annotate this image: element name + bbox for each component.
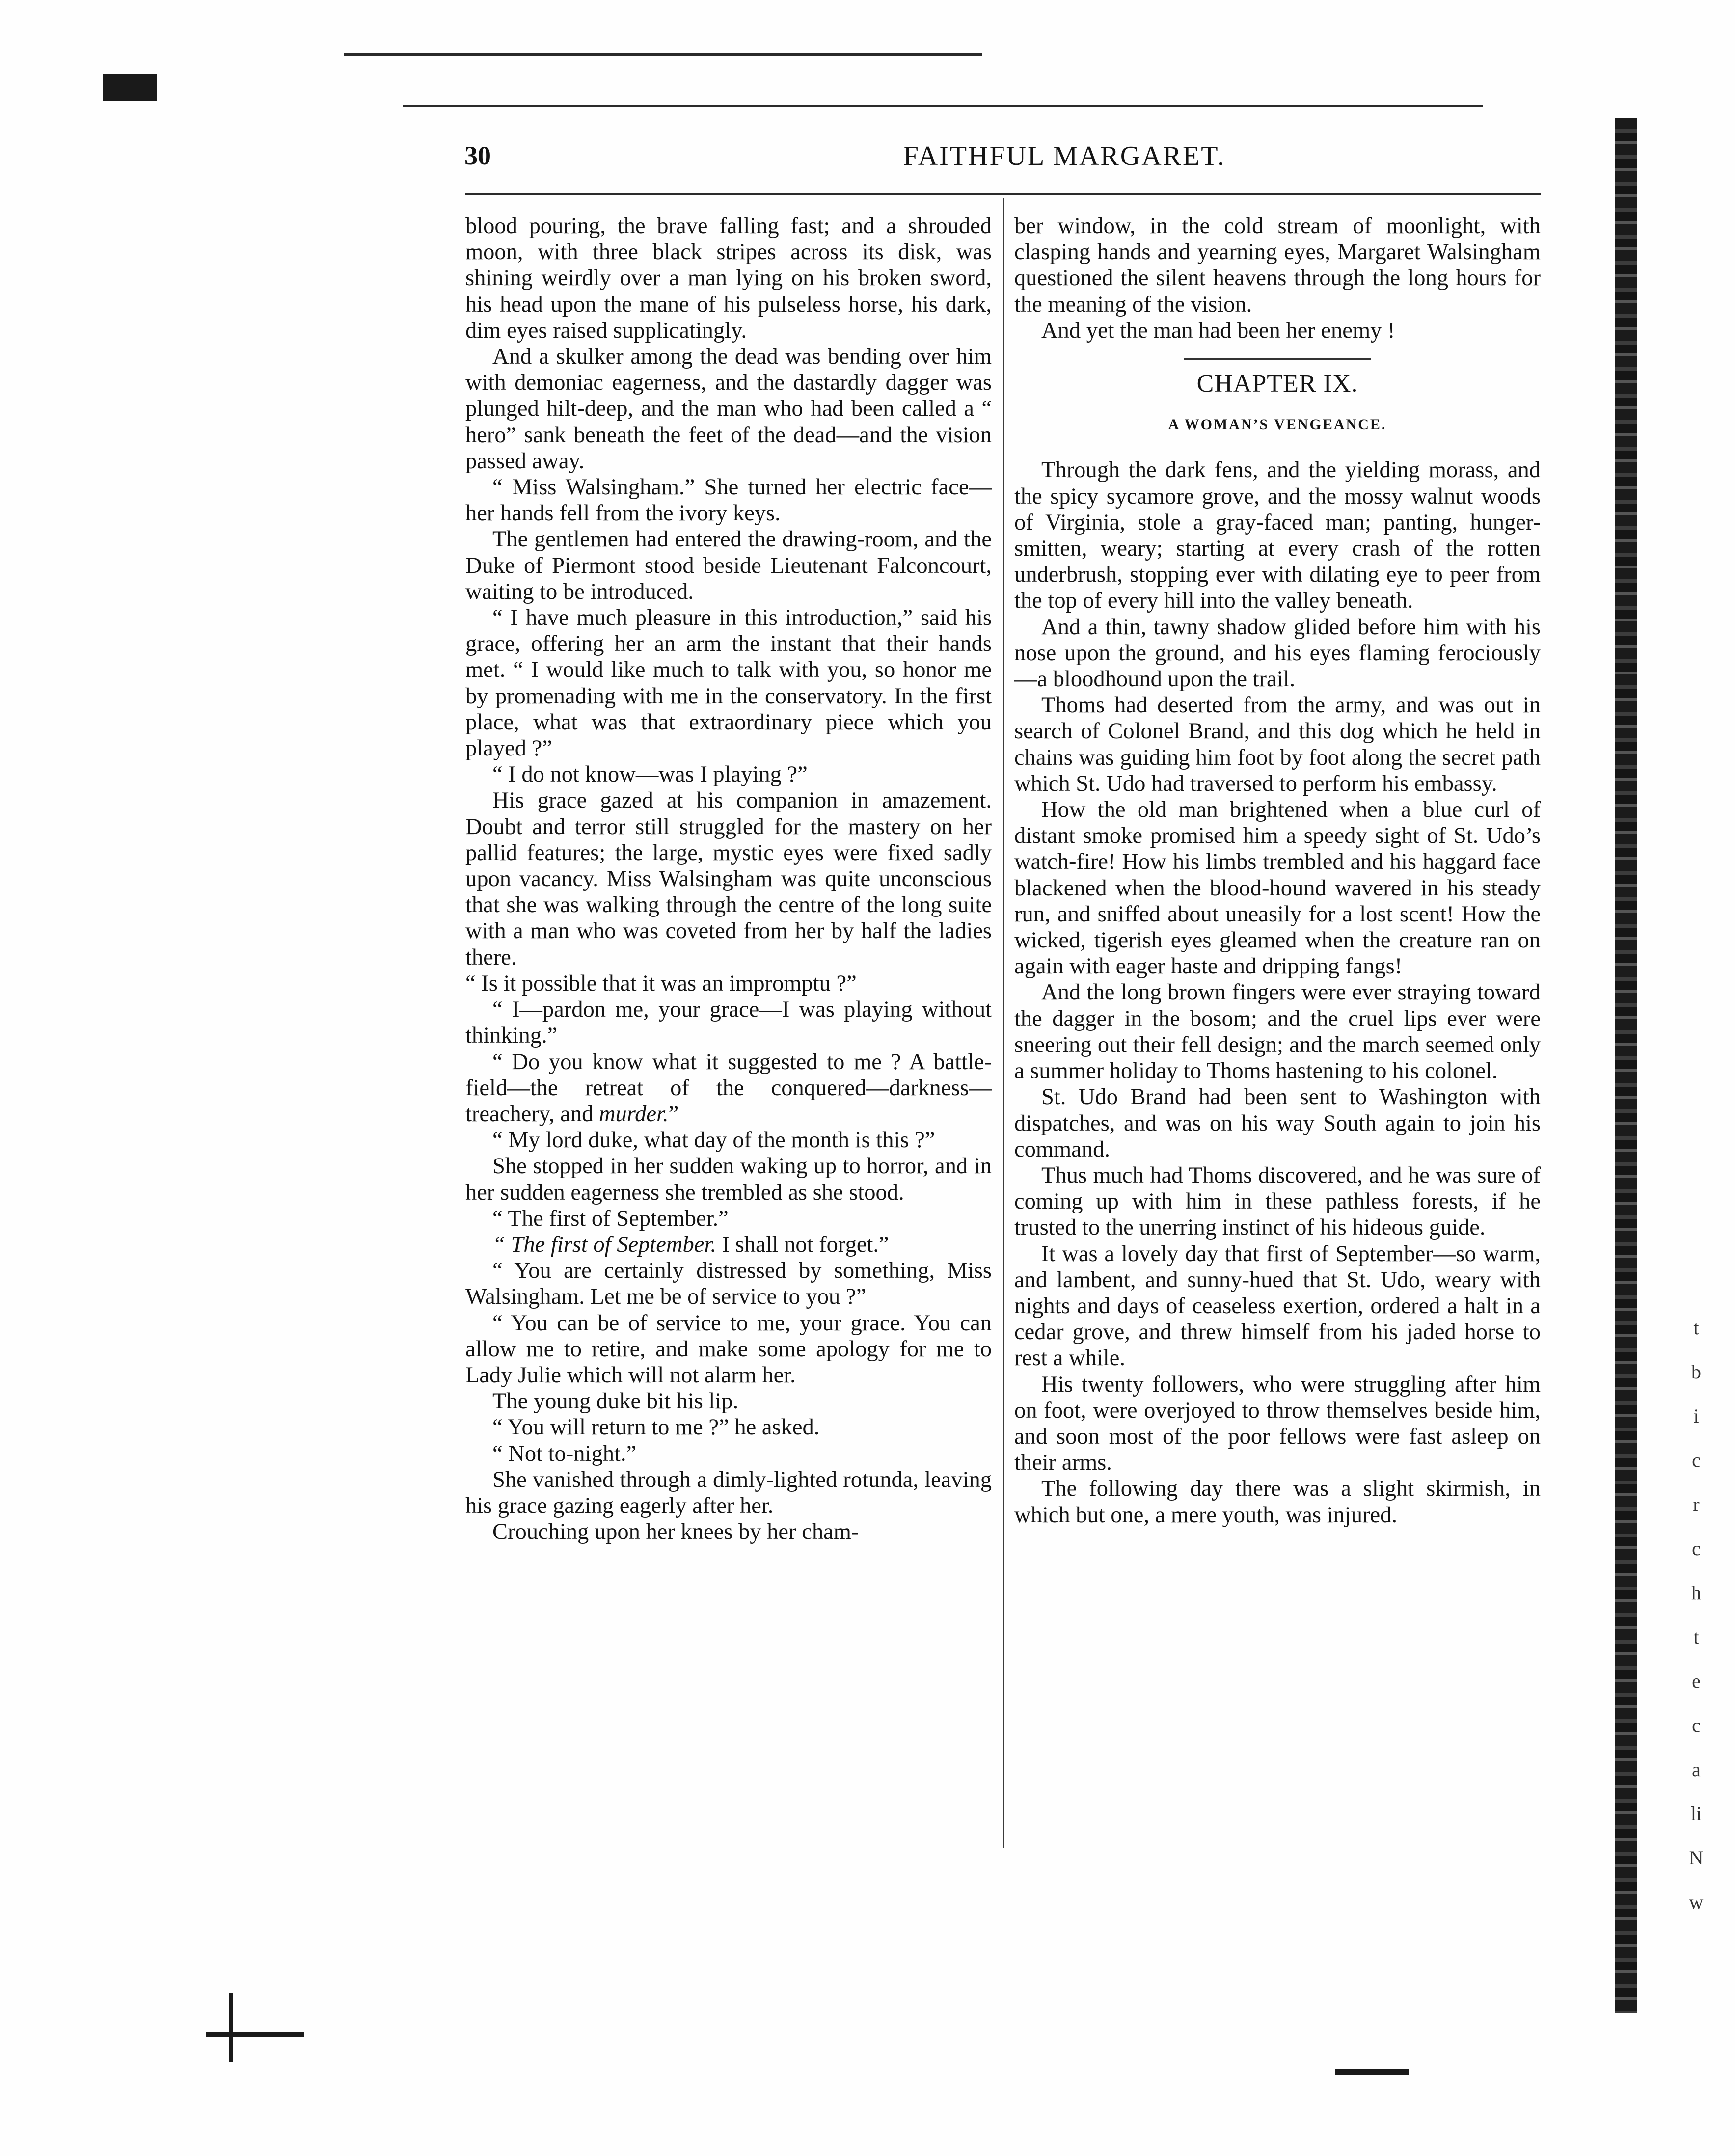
column-divider bbox=[1003, 198, 1004, 1848]
page-binding-edge bbox=[1615, 118, 1637, 2013]
paragraph: Thus much had Thoms discovered, and he was sure of coming up with him in these pathless forests, if he trusted to the unerring instinct of his hideous guide. bbox=[1014, 1162, 1541, 1240]
paragraph: “ Not to-night.” bbox=[492, 1441, 637, 1466]
scan-artifact-top-left bbox=[103, 74, 157, 101]
paragraph: His grace gazed at his companion in amazement. Doubt and terror still struggled for the mastery on her pallid features; the large, mystic eyes were fixed sadly upon vacancy. Miss Walsingham was quite unconscious that she was walking through the centre of the long suite with a man who was coveted from her by half the ladies there. bbox=[465, 788, 992, 970]
running-title: FAITHFUL MARGARET. bbox=[903, 141, 1226, 171]
paragraph: Crouching upon her knees by her cham- bbox=[492, 1519, 859, 1545]
paragraph bbox=[465, 1049, 992, 1128]
paragraph: “ I do not know—was I playing ?” bbox=[492, 762, 808, 787]
left-column bbox=[465, 213, 992, 1545]
paragraph: How the old man brightened when a blue curl of distant smoke promised him a speedy sight of St. Udo’s watch-fire! How his limbs trembled and his haggard face blackened when the blood-hound wavered in his steady run, and sniffed about uneasily for a lost scent! How the wicked, tigerish eyes gleamed when the creature ran on again with eager haste and dripping fangs! bbox=[1014, 797, 1541, 979]
paragraph: “ You can be of service to me, your grace. You can allow me to retire, and make some apology for me to Lady Julie which will not alarm her. bbox=[465, 1310, 992, 1388]
header-bottom-rule bbox=[465, 193, 1541, 195]
chapter-subtitle: A WOMAN’S VENGEANCE. bbox=[1168, 416, 1387, 433]
margin-fragment: c bbox=[1692, 1537, 1701, 1560]
scan-artifact-bottom-center bbox=[1335, 2069, 1409, 2075]
paragraph: Thoms had deserted from the army, and was out in search of Colonel Brand, and this dog which he held in chains was guiding him foot by foot along the secret path which St. Udo had traversed to perform his embassy. bbox=[1014, 693, 1541, 796]
paragraph: “ Is it possible that it was an impromptu ?” bbox=[465, 970, 857, 996]
page-number: 30 bbox=[464, 141, 491, 170]
chapter-title: CHAPTER IX. bbox=[1196, 370, 1358, 398]
paragraph-text: “ Do you know what it suggested to me ? A battle-field—the retreat of the conquered—darkness—treachery, and bbox=[465, 1049, 992, 1127]
paragraph: It was a lovely day that first of September—so warm, and lambent, and sunny-hued that St. Udo, weary with nights and days of ceaseless exertion, ordered a halt in a cedar grove, and threw himself from his jaded horse to rest a while. bbox=[1014, 1241, 1541, 1371]
margin-fragment: i bbox=[1693, 1405, 1699, 1427]
italic-first-of-september: “ The first of September. bbox=[492, 1232, 716, 1257]
paragraph: She stopped in her sudden waking up to horror, and in her sudden eagerness she trembled as she stood. bbox=[465, 1154, 992, 1205]
paragraph: The young duke bit his lip. bbox=[492, 1389, 739, 1414]
margin-fragment: a bbox=[1692, 1758, 1701, 1780]
paragraph: And the long brown fingers were ever straying toward the dagger in the bosom; and the cruel lips ever were sneering out their fell design; and the march seemed only a summer holiday to Thoms hastening to his colonel. bbox=[1014, 980, 1541, 1084]
italic-word-murder: murder. bbox=[598, 1101, 669, 1127]
margin-fragment: r bbox=[1693, 1493, 1700, 1515]
margin-fragments bbox=[1679, 1306, 1713, 1924]
paragraph: And yet the man had been her enemy ! bbox=[1041, 318, 1395, 343]
margin-fragment: c bbox=[1692, 1449, 1701, 1471]
margin-fragment: N bbox=[1689, 1847, 1704, 1869]
paragraph: St. Udo Brand had been sent to Washington with dispatches, and was on his way South again to join his command. bbox=[1014, 1084, 1541, 1162]
paragraph: And a skulker among the dead was bending over him with demoniac eagerness, and the dastardly dagger was plunged hilt-deep, and the man who had been called a “ hero” sank beneath the feet of the dead—and the vision passed away. bbox=[465, 344, 992, 474]
paragraph: The gentlemen had entered the drawing-room, and the Duke of Piermont stood beside Lieutenant Falconcourt, waiting to be introduced. bbox=[465, 527, 992, 604]
margin-fragment: li bbox=[1690, 1803, 1702, 1825]
paragraph-text: I shall not forget.” bbox=[716, 1232, 889, 1257]
chapter-rule bbox=[1184, 358, 1371, 360]
paragraph: She vanished through a dimly-lighted rotunda, leaving his grace gazing eagerly after her. bbox=[465, 1467, 992, 1518]
paragraph: “ My lord duke, what day of the month is this ?” bbox=[492, 1128, 935, 1153]
margin-fragment: h bbox=[1691, 1582, 1701, 1604]
margin-fragment: t bbox=[1693, 1626, 1699, 1648]
closing-quote: ” bbox=[668, 1101, 679, 1127]
scan-artifact-bottom-left bbox=[206, 2032, 304, 2037]
paragraph: The following day there was a slight skirmish, in which but one, a mere youth, was injured. bbox=[1014, 1476, 1541, 1528]
right-column bbox=[1014, 213, 1541, 1528]
margin-fragment: w bbox=[1689, 1891, 1704, 1913]
paragraph: “ Miss Walsingham.” She turned her electric face—her hands fell from the ivory keys. bbox=[465, 475, 992, 526]
scan-artifact-bottom-left-vertical bbox=[229, 1993, 233, 2062]
margin-fragment: t bbox=[1693, 1317, 1699, 1339]
margin-fragment: c bbox=[1692, 1714, 1701, 1736]
paragraph: His twenty followers, who were struggling after him on foot, were overjoyed to throw themselves beside him, and soon most of the poor fellows were fast asleep on their arms. bbox=[1014, 1372, 1541, 1476]
paragraph: Through the dark fens, and the yielding morass, and the spicy sycamore grove, and the mossy walnut woods of Virginia, stole a gray-faced man; panting, hunger-smitten, weary; starting at every crash of the rotten underbrush, stopping ever with dilating eye to peer from the top of every hill into the valley beneath. bbox=[1014, 458, 1541, 614]
top-scan-line bbox=[344, 53, 982, 56]
paragraph: “ The first of September.” bbox=[492, 1206, 729, 1231]
paragraph: “ You are certainly distressed by something, Miss Walsingham. Let me be of service to you ?” bbox=[465, 1258, 992, 1310]
margin-fragment: b bbox=[1691, 1361, 1701, 1383]
paragraph: blood pouring, the brave falling fast; and a shrouded moon, with three black stripes across its disk, was shining weirdly over a man lying on his broken sword, his head upon the mane of his pulseless horse, his dark, dim eyes raised supplicatingly. bbox=[465, 214, 992, 343]
page-header bbox=[464, 140, 1664, 180]
paragraph: “ I have much pleasure in this introduction,” said his grace, offering her an arm the instant that their hands met. “ I would like much to talk with you, so honor me by promenading with me in the conservatory. In the first place, what was that extraordinary piece which you played ?” bbox=[465, 605, 992, 761]
paragraph: And a thin, tawny shadow glided before him with his nose upon the ground, and his eyes flaming ferociously—a bloodhound upon the trail. bbox=[1014, 614, 1541, 692]
paragraph: “ You will return to me ?” he asked. bbox=[492, 1415, 820, 1440]
margin-fragment: e bbox=[1692, 1670, 1701, 1692]
header-top-rule bbox=[403, 105, 1483, 107]
paragraph: ber window, in the cold stream of moonlight, with clasping hands and yearning eyes, Margaret Walsingham questioned the silent heavens through the long hours for the meaning of the vision. bbox=[1014, 214, 1541, 317]
paragraph: “ I—pardon me, your grace—I was playing without thinking.” bbox=[465, 997, 992, 1049]
paragraph bbox=[465, 1232, 992, 1258]
